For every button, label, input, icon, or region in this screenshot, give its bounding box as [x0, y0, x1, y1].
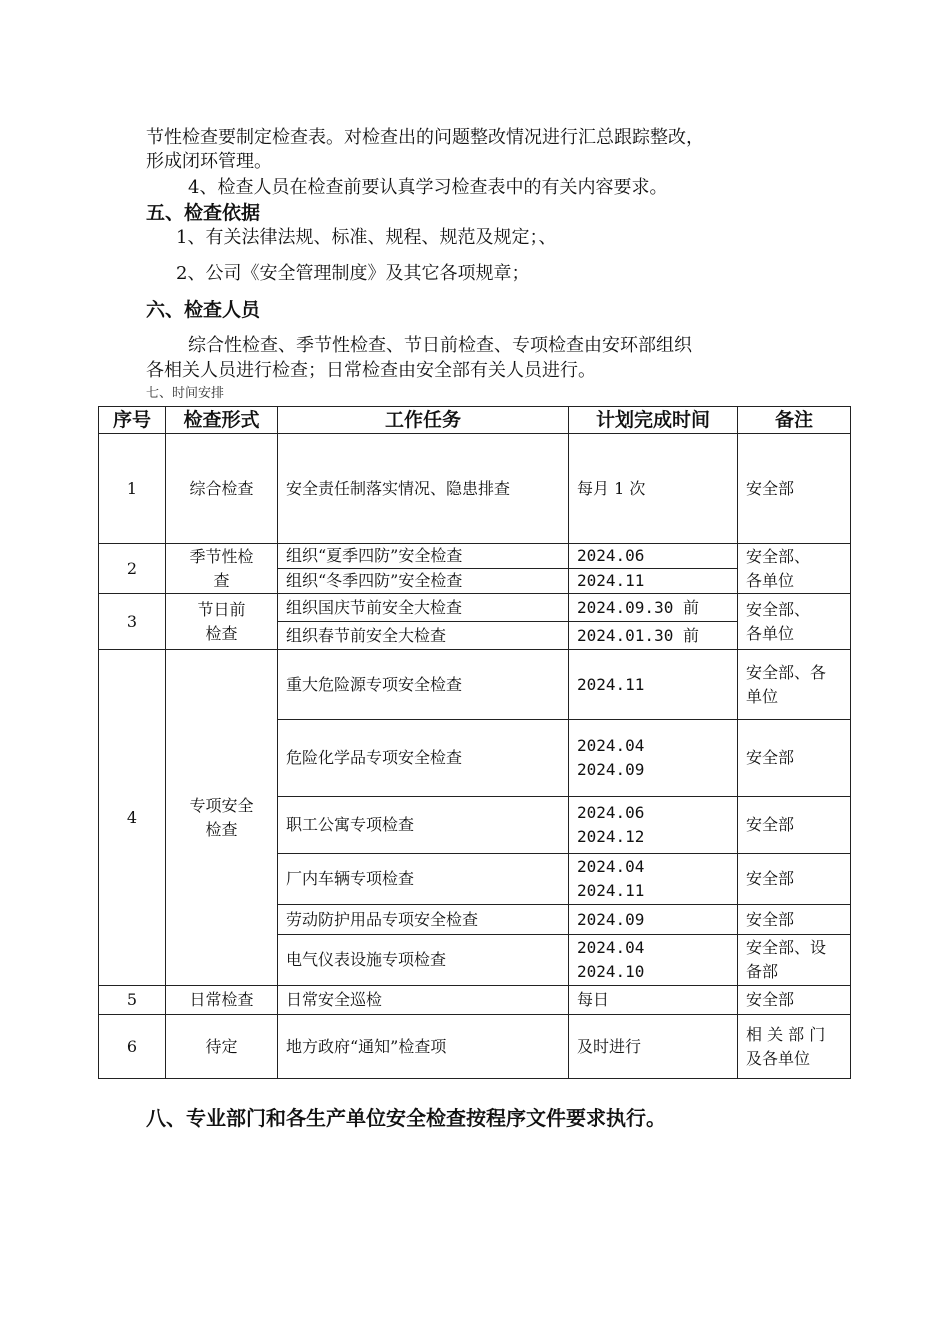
header-note: 备注 [738, 407, 851, 434]
row-no: 2 [99, 544, 166, 594]
table-row [99, 594, 851, 622]
row-no: 1 [99, 434, 166, 544]
row-task: 安全责任制落实情况、隐患排查 [278, 434, 569, 544]
row-task: 地方政府“通知”检查项 [278, 1015, 569, 1079]
row-time: 及时进行 [569, 1015, 738, 1079]
table-header-row [99, 407, 851, 434]
row-time: 2024.09 [569, 905, 738, 935]
row-no: 3 [99, 594, 166, 650]
row-time: 2024.06 [569, 544, 738, 569]
header-task: 工作任务 [278, 407, 569, 434]
row-task: 组织“冬季四防”安全检查 [278, 569, 569, 594]
row-form: 待定 [166, 1015, 278, 1079]
row-note: 安全部、 各单位 [738, 544, 851, 594]
table-row [99, 650, 851, 720]
section-7-title: 七、时间安排 [146, 386, 225, 401]
row-task: 组织国庆节前安全大检查 [278, 594, 569, 622]
intro-item-4: 4、检查人员在检查前要认真学习检查表中的有关内容要求。 [188, 177, 668, 198]
row-note: 安全部、设 备部 [738, 935, 851, 986]
row-form: 节日前 检查 [166, 594, 278, 650]
row-form: 专项安全 检查 [166, 650, 278, 986]
row-time: 每日 [569, 986, 738, 1015]
section-5-item-1: 1、有关法律法规、标准、规程、规范及规定；、 [176, 227, 557, 248]
section-8-title: 八、专业部门和各生产单位安全检查按程序文件要求执行。 [146, 1106, 666, 1130]
row-task: 劳动防护用品专项安全检查 [278, 905, 569, 935]
section-6-title: 六、检查人员 [146, 299, 261, 321]
row-task: 组织春节前安全大检查 [278, 622, 569, 650]
row-time: 2024.09.30 前 [569, 594, 738, 622]
table-row [99, 434, 851, 544]
row-form: 综合检查 [166, 434, 278, 544]
table-row [99, 1015, 851, 1079]
row-task: 重大危险源专项安全检查 [278, 650, 569, 720]
row-time: 2024.04 2024.10 [569, 935, 738, 986]
row-note: 安全部 [738, 854, 851, 905]
section-5-item-2: 2、公司《安全管理制度》及其它各项规章； [176, 263, 530, 284]
row-no: 5 [99, 986, 166, 1015]
row-time: 2024.06 2024.12 [569, 797, 738, 854]
row-task: 日常安全巡检 [278, 986, 569, 1015]
row-no: 4 [99, 650, 166, 986]
row-time: 2024.04 2024.09 [569, 720, 738, 797]
row-note: 安全部 [738, 986, 851, 1015]
row-form: 日常检查 [166, 986, 278, 1015]
header-form: 检查形式 [166, 407, 278, 434]
section-6-line-2: 各相关人员进行检查；日常检查由安全部有关人员进行。 [146, 360, 596, 381]
row-time: 2024.11 [569, 569, 738, 594]
row-note: 安全部 [738, 797, 851, 854]
row-form: 季节性检 查 [166, 544, 278, 594]
row-time: 2024.04 2024.11 [569, 854, 738, 905]
row-task: 厂内车辆专项检查 [278, 854, 569, 905]
section-6-line-1: 综合性检查、季节性检查、节日前检查、专项检查由安环部组织 [188, 335, 692, 356]
row-note: 安全部、各 单位 [738, 650, 851, 720]
row-time: 2024.11 [569, 650, 738, 720]
table-row [99, 544, 851, 569]
header-no: 序号 [99, 407, 166, 434]
row-note: 安全部 [738, 905, 851, 935]
row-time: 每月 1 次 [569, 434, 738, 544]
header-time: 计划完成时间 [569, 407, 738, 434]
row-task: 组织“夏季四防”安全检查 [278, 544, 569, 569]
schedule-table [98, 406, 851, 1079]
row-task: 职工公寓专项检查 [278, 797, 569, 854]
table-row [99, 986, 851, 1015]
row-time: 2024.01.30 前 [569, 622, 738, 650]
row-note: 安全部、 各单位 [738, 594, 851, 650]
row-note: 安全部 [738, 434, 851, 544]
intro-line-2: 形成闭环管理。 [146, 151, 272, 172]
intro-line-1: 节性检查要制定检查表。对检查出的问题整改情况进行汇总跟踪整改， [146, 127, 704, 148]
row-task: 危险化学品专项安全检查 [278, 720, 569, 797]
section-5-title: 五、检查依据 [146, 202, 261, 224]
row-task: 电气仪表设施专项检查 [278, 935, 569, 986]
row-note: 安全部 [738, 720, 851, 797]
row-note: 相 关 部 门 及各单位 [738, 1015, 851, 1079]
row-no: 6 [99, 1015, 166, 1079]
